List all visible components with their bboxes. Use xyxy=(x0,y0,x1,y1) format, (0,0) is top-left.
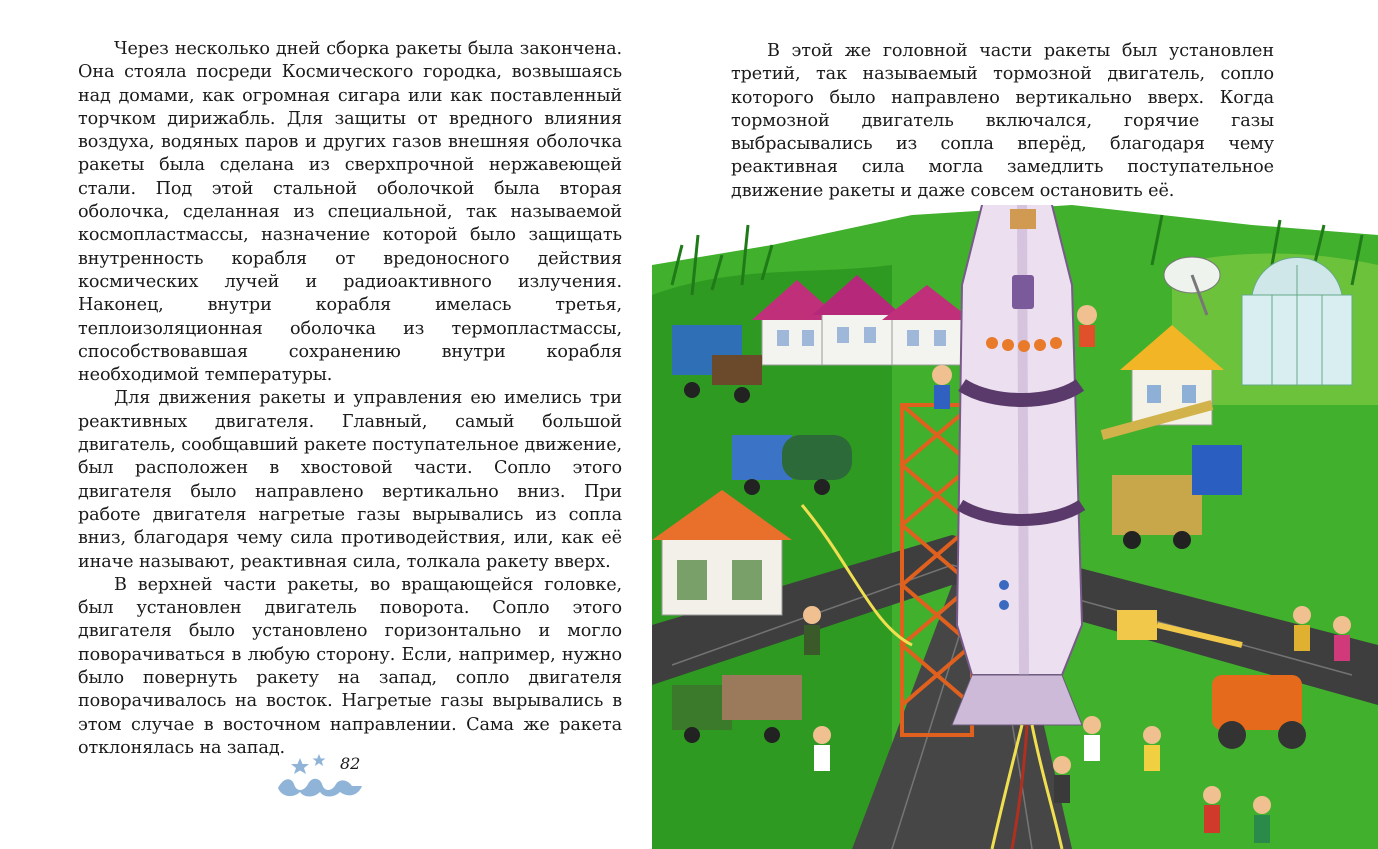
page-number: 82 xyxy=(340,754,361,773)
paragraph: Для движения ракеты и управления ею имелись три реактивных двигателя. Главный, самый большой двигатель, сообщавший ракете поступательное движение, был расположен в хвостовой части. Сопло этого двигателя было направлено вертикально вниз. При работе двигателя нагретые газы вырывались из сопла вниз, благодаря чему сила противодействия, или, как её иначе называют, реактивная сила, толкала ракету вверх. xyxy=(78,388,622,572)
right-page-text xyxy=(731,40,1274,203)
rocket-town-illustration xyxy=(652,205,1378,849)
page-folio xyxy=(274,752,374,802)
left-page-text xyxy=(78,38,622,760)
paragraph: В верхней части ракеты, во вращающейся головке, был установлен двигатель поворота. Сопло этого двигателя было установлено горизонтально и могло поворачиваться в любую сторону. Если, например, нужно было повернуть ракету на запад, сопло двигателя поворачивалось на восток. Нагретые газы вырывались в этом случае в восточном направлении. Сама же ракета отклонялась на запад. xyxy=(78,574,622,758)
paragraph: В этой же головной части ракеты был установлен третий, так называемый тормозной двигатель, сопло которого было направлено вертикально вверх. Когда тормозной двигатель включался, горячие газы выбрасывались из сопла вперёд, благодаря чему реактивная сила могла замедлить поступательное движение ракеты и даже совсем остановить её. xyxy=(731,41,1274,201)
paragraph: Через несколько дней сборка ракеты была закончена. Она стояла посреди Космического городка, возвышаясь над домами, как огромная сигара или как поставленный торчком дирижабль. Для защиты от вредного влияния воздуха, водяных паров и других газов внешняя оболочка ракеты была сделана из сверхпрочной нержавеющей стали. Под этой стальной оболочкой была вторая оболочка, сделанная из специальной, так называемой космопластмассы, назначение которой было защищать внутренность корабля от вредоносного действия космических лучей и радиоактивного излучения. Наконец, внутри корабля имелась третья, теплоизоляционная оболочка из термопластмассы, способствовавшая сохранению внутри корабля необходимой температуры. xyxy=(78,39,622,386)
